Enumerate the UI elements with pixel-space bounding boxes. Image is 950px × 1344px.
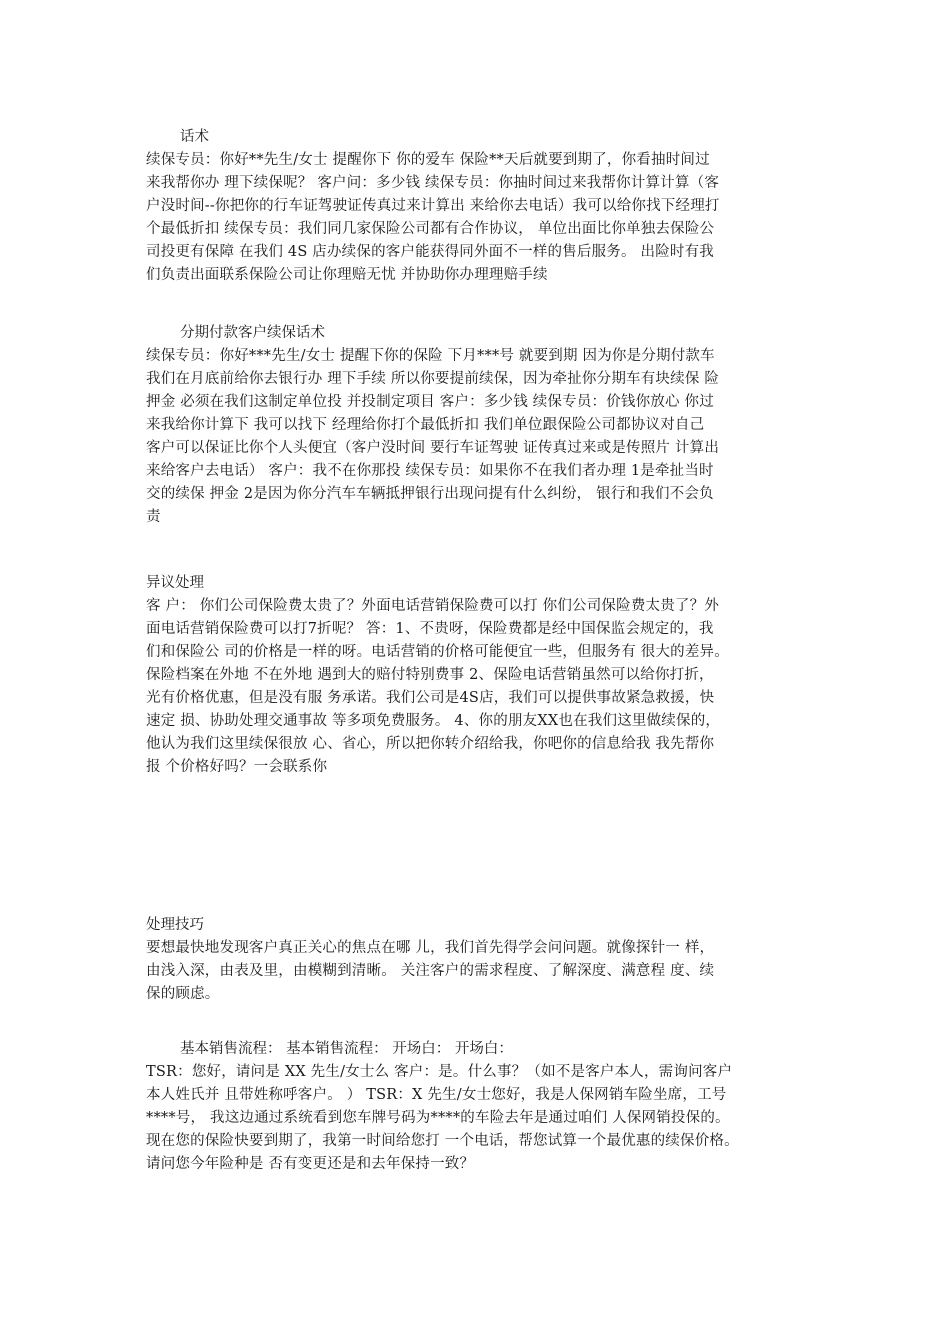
paragraph-line: 保的顾虑。 <box>146 986 220 1002</box>
section-heading: 基本销售流程： 基本销售流程： 开场白： 开场白： <box>180 1041 513 1057</box>
paragraph-line: TSR：您好，请问是 XX 先生/女士么 客户：是。什么事？（如不是客户本人，需询问客户 <box>146 1064 733 1080</box>
paragraph-line: 客 户： 你们公司保险费太贵了？外面电话营销保险费可以打 你们公司保险费太贵了？外 <box>146 598 720 614</box>
section-liucheng <box>146 1038 814 1176</box>
paragraph-line: 们和保险公 司的价格是一样的呀。电话营销的价格可能便宜一些，但服务有 很大的差异。 <box>146 644 729 660</box>
section-heading: 话术 <box>180 129 209 145</box>
paragraph-line: 续保专员：你好**先生/女士 提醒你下 你的爱车 保险**天后就要到期了，你看抽时间过 <box>146 152 710 168</box>
section-heading: 处理技巧 <box>146 917 204 933</box>
paragraph-line: 交的续保 押金 2是因为你分汽车车辆抵押银行出现问提有什么纠纷， 银行和我们不会负 <box>146 486 714 502</box>
paragraph-line: 押金 必须在我们这制定单位投 并投制定项目 客户：多少钱 续保专员：价钱你放心 你过 <box>146 394 714 410</box>
section-jiqiao <box>146 914 814 1006</box>
paragraph-line: 现在您的保险快要到期了，我第一时间给您打 一个电话，帮您试算一个最优惠的续保价格。 <box>146 1133 739 1149</box>
section-huashu <box>146 126 814 287</box>
paragraph-line: 们负责出面联系保险公司让你理赔无忧 并协助你办理理赔手续 <box>146 267 548 283</box>
paragraph-line: 速定 损、协助处理交通事故 等多项免费服务。 4、你的朋友XX也在我们这里做续保的， <box>146 713 721 729</box>
paragraph-line: 保险档案在外地 不在外地 遇到大的赔付特别费事 2、保险电话营销虽然可以给你打折， <box>146 667 714 683</box>
paragraph-line: 由浅入深，由表及里，由模糊到清晰。 关注客户的需求程度、了解深度、满意程 度、续 <box>146 963 715 979</box>
paragraph-line: 续保专员：你好***先生/女士 提醒下你的保险 下月***号 就要到期 因为你是分期付款车 <box>146 348 715 364</box>
paragraph-line: 要想最快地发现客户真正关心的焦点在哪 儿，我们首先得学会问问题。就像探针一 样， <box>146 940 715 956</box>
paragraph-line: 请问您今年险种是 否有变更还是和去年保持一致？ <box>146 1156 475 1172</box>
section-fenqi <box>146 322 814 529</box>
paragraph-line: 司投更有保障 在我们 4S 店办续保的客户能获得同外面不一样的售后服务。 出险时有我 <box>146 244 714 260</box>
paragraph-line: 来给客户去电话） 客户：我不在你那投 续保专员：如果你不在我们者办理 1是牵扯当时 <box>146 463 714 479</box>
paragraph-line: 报 个价格好吗？一会联系你 <box>146 759 328 775</box>
paragraph-line: 他认为我们这里续保很放 心、省心，所以把你转介绍给我，你吧你的信息给我 我先帮你 <box>146 736 715 752</box>
paragraph-line: 面电话营销保险费可以打7折呢？ 答：1、不贵呀，保险费都是经中国保监会规定的，我 <box>146 621 714 637</box>
paragraph-line: 我们在月底前给你去银行办 理下手续 所以你要提前续保，因为牵扯你分期车有块续保 险 <box>146 371 720 387</box>
paragraph-line: 光有价格优惠，但是没有服 务承诺。我们公司是4S店，我们可以提供事故紧急救援，快 <box>146 690 715 706</box>
paragraph-line: 客户可以保证比你个人头便宜（客户没时间 要行车证驾驶 证传真过来或是传照片 计算出 <box>146 440 720 456</box>
section-yiyi <box>146 572 814 779</box>
section-heading: 异议处理 <box>146 575 204 591</box>
paragraph-line: 本人姓氏并 且带姓称呼客户。 ） TSR：X 先生/女士您好，我是人保网销车险坐席，工号 <box>146 1087 727 1103</box>
paragraph-line: 责 <box>146 509 161 525</box>
paragraph-line: 来我给你计算下 我可以找下 经理给你打个最低折扣 我们单位跟保险公司都协议对自己 <box>146 417 705 433</box>
section-heading: 分期付款客户续保话术 <box>180 325 325 341</box>
paragraph-line: 来我帮你办 理下续保呢？ 客户问：多少钱 续保专员：你抽时间过来我帮你计算计算（客 <box>146 175 720 191</box>
paragraph-line: 个最低折扣 续保专员：我们同几家保险公司都有合作协议， 单位出面比你单独去保险公 <box>146 221 715 237</box>
paragraph-line: 户没时间--你把你的行车证驾驶证传真过来计算出 来给你去电话）我可以给你找下经理打 <box>146 198 720 214</box>
paragraph-line: ****号， 我这边通过系统看到您车牌号码为****的车险去年是通过咱们 人保网销投保的。 <box>146 1110 730 1126</box>
